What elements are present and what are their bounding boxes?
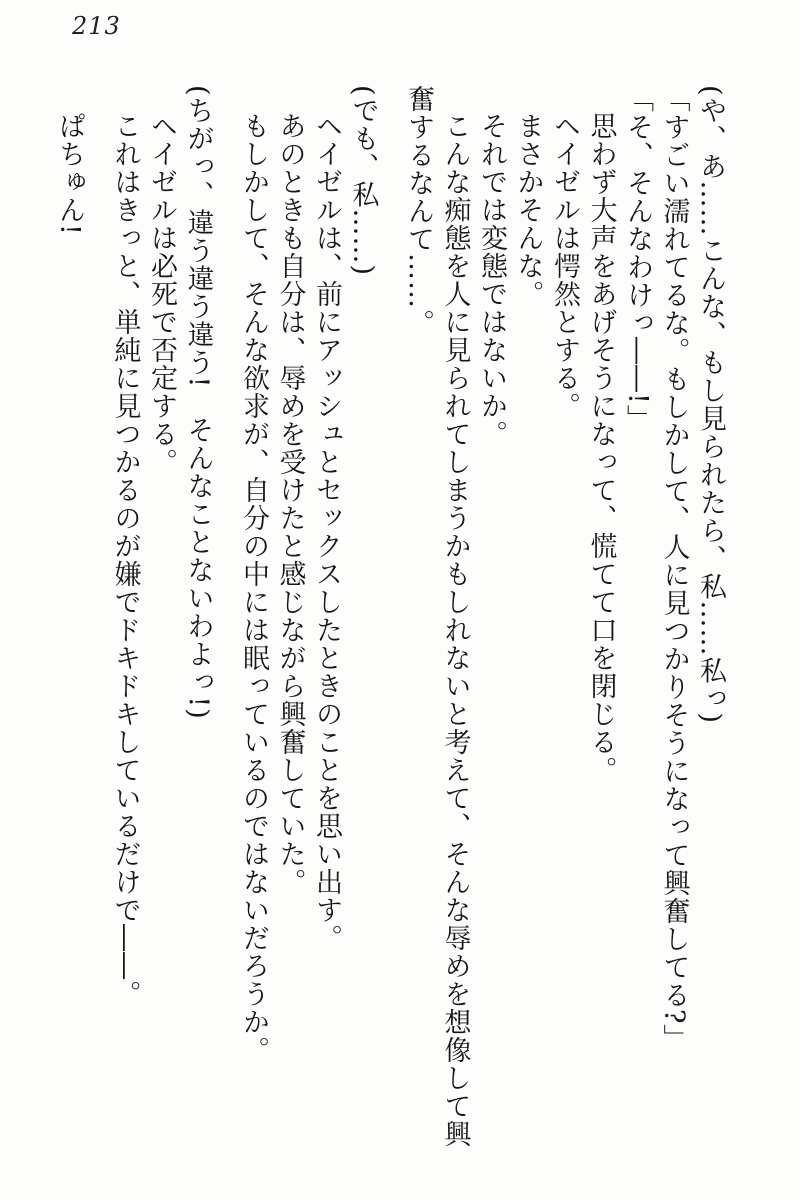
text-line-thought-but: (でも、私……) bbox=[347, 85, 379, 277]
text-line-thought-spotted: (や、あ……こんな、もし見られたら、私……私っ) bbox=[695, 85, 726, 725]
vertical-text-block bbox=[51, 85, 729, 1148]
text-line-closes-mouth: 思わず大声をあげそうになって、慌てて口を閉じる。 bbox=[585, 112, 617, 784]
text-line-that-time-too: あのときも自分は、辱めを受けたと感じながら興奮していた。 bbox=[274, 112, 306, 896]
text-line-hazel-stunned: ヘイゼルは愕然とする。 bbox=[549, 112, 580, 420]
text-line-hidden-desire: もしかして、そんな欲求が、自分の中には眠っているのではないだろうか。 bbox=[238, 112, 269, 1064]
text-line-just-nervous: これはきっと、単純に見つかるのが嫌でドキドキしているだけで――。 bbox=[109, 112, 141, 1008]
page-number: 213 bbox=[72, 12, 121, 40]
text-line-shame-imagine-cont: 奮するなんて……。 bbox=[403, 85, 434, 337]
text-line-dialogue-wet: 「すごい濡れてるな。もしかして、人に見つかりそうになって興奮してる?」 bbox=[658, 85, 690, 1053]
text-line-sound-effect: ぱちゅん! bbox=[54, 112, 85, 236]
text-line-pervert: それでは変態ではないか。 bbox=[476, 112, 507, 448]
text-line-remembers: ヘイゼルは、前にアッシュとセックスしたときのことを思い出す。 bbox=[311, 112, 342, 952]
text-line-shame-imagine: こんな痴態を人に見られてしまうかもしれないと考えて、そんな辱めを想像して興 bbox=[439, 112, 471, 1148]
text-line-no-way: まさかそんな。 bbox=[512, 112, 544, 308]
text-line-dialogue-denial: 「そ、そんなわけっ――!」 bbox=[622, 85, 653, 433]
text-line-thought-wrong: (ちがっ、違う違う違う! そんなことないわよっ!) bbox=[182, 85, 214, 720]
text-line-desperate-denial: ヘイゼルは必死で否定する。 bbox=[146, 112, 177, 476]
